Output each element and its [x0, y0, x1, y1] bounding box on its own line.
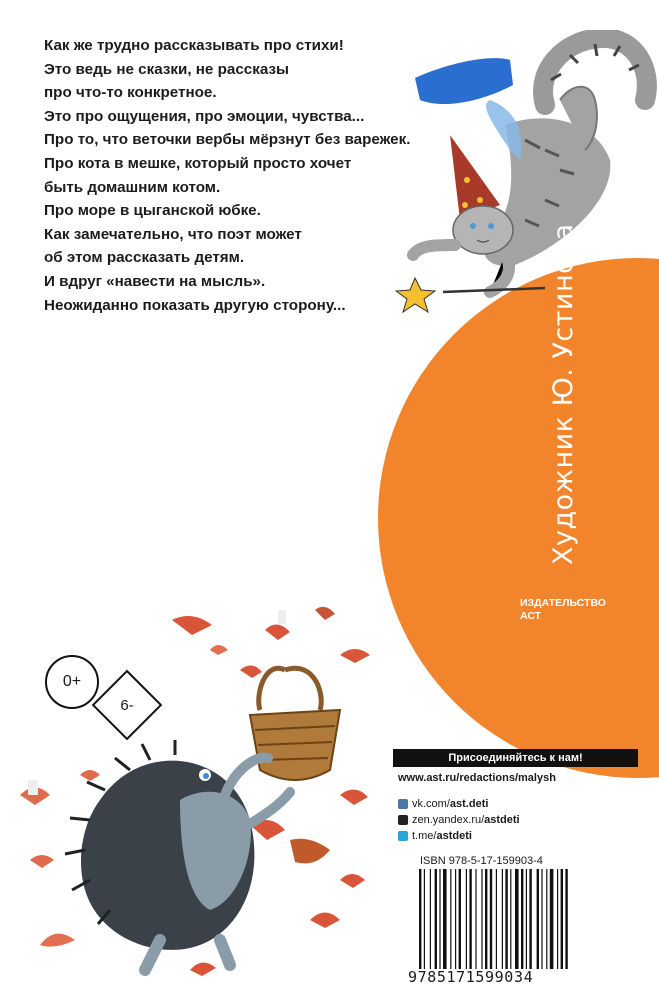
- social-link-zen[interactable]: [398, 812, 520, 828]
- social-handle: ast.deti: [449, 798, 489, 810]
- artist-credit: Художник Ю. Устинова: [548, 223, 579, 565]
- zen-icon: [398, 815, 408, 825]
- publisher-line: ИЗДАТЕЛЬСТВО: [520, 597, 606, 609]
- blurb-line: Как замечательно, что поэт может: [44, 225, 302, 243]
- publisher-line: АСТ: [520, 610, 542, 622]
- barcode: [417, 869, 635, 969]
- isbn-text: ISBN 978-5-17-159903-4: [420, 855, 543, 867]
- telegram-icon: [398, 831, 408, 841]
- vk-icon: [398, 799, 408, 809]
- social-handle: astdeti: [436, 830, 472, 842]
- blurb-line: Про кота в мешке, который просто хочет: [44, 154, 352, 172]
- website-link[interactable]: www.ast.ru/redactions/malysh: [398, 772, 556, 784]
- blurb-line: Это ведь не сказки, не рассказы: [44, 60, 289, 78]
- age-rating-0: 0+: [45, 655, 99, 709]
- age-rating-6: 6-: [120, 696, 134, 714]
- social-links: [398, 796, 520, 844]
- social-prefix: vk.com/: [412, 798, 450, 810]
- orange-circle: [378, 258, 659, 778]
- blurb-line: Это про ощущения, про эмоции, чувства...: [44, 107, 365, 125]
- blurb-line: быть домашним котом.: [44, 178, 221, 196]
- social-link-telegram[interactable]: [398, 828, 520, 844]
- join-banner: Присоединяйтесь к нам!: [393, 749, 638, 767]
- wizard-cat-illustration: [395, 30, 659, 320]
- blurb-line: Как же трудно рассказывать про стихи!: [44, 37, 344, 54]
- social-link-vk[interactable]: [398, 796, 520, 812]
- blurb-line: про что-то конкретное.: [44, 84, 217, 102]
- blurb-line: Про море в цыганской юбке.: [44, 202, 261, 220]
- blurb-text: [44, 34, 414, 317]
- social-handle: astdeti: [484, 814, 520, 826]
- blurb-line: об этом рассказать детям.: [44, 249, 245, 267]
- barcode-digits: 9785171599034: [408, 968, 534, 986]
- social-prefix: zen.yandex.ru/: [412, 814, 485, 826]
- publisher-label: [520, 597, 606, 623]
- blurb-line: Неожиданно показать другую сторону...: [44, 296, 346, 314]
- blurb-line: Про то, что веточки вербы мёрзнут без варежек.: [44, 131, 411, 149]
- blurb-line: И вдруг «навести на мысль».: [44, 272, 266, 290]
- social-prefix: t.me/: [412, 830, 437, 842]
